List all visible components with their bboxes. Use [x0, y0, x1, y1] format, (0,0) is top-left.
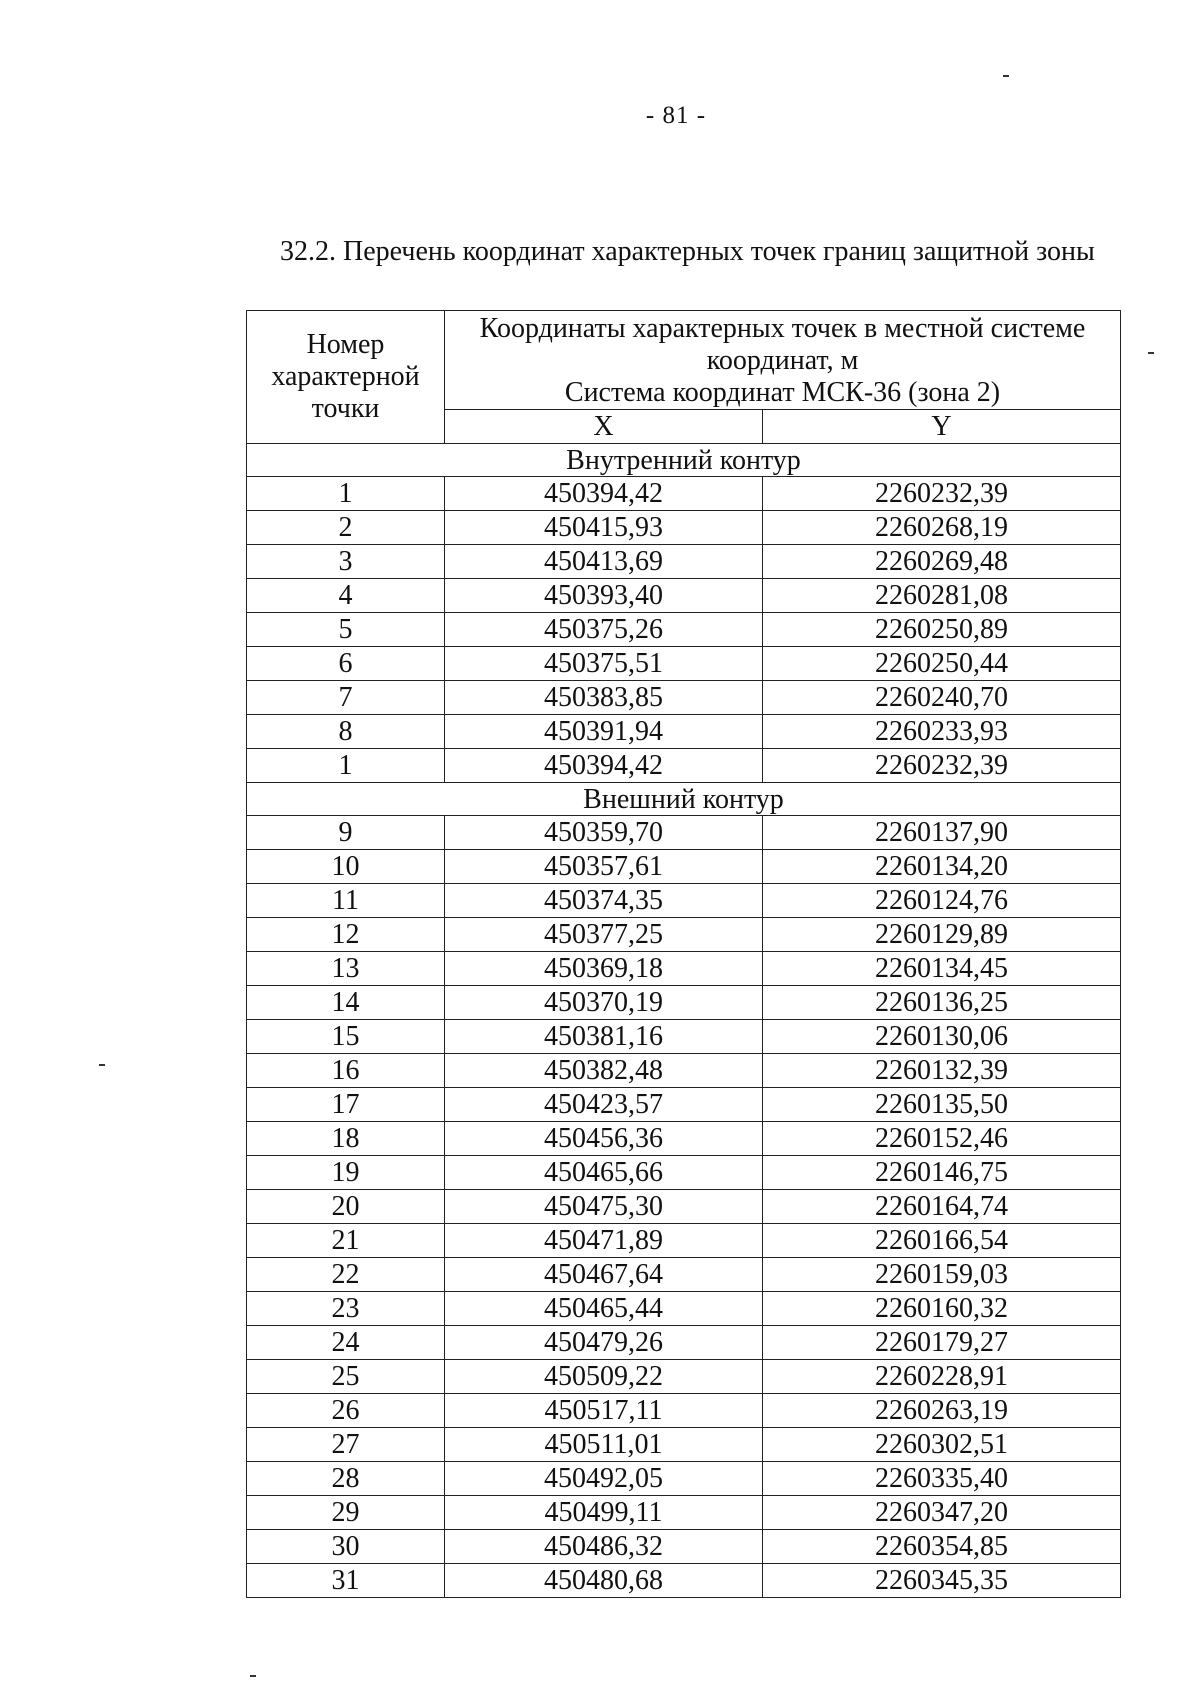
y-coordinate-cell: 2260281,08: [763, 579, 1121, 613]
section-title: Внутренний контур: [247, 444, 1121, 477]
y-coordinate-cell: 2260160,32: [763, 1292, 1121, 1326]
point-number-cell: 21: [247, 1224, 445, 1258]
coordinates-table: [246, 310, 1121, 1598]
table-body: [247, 444, 1121, 1598]
table-row: [247, 613, 1121, 647]
point-number-cell: 8: [247, 715, 445, 749]
y-coordinate-cell: 2260129,89: [763, 918, 1121, 952]
point-number-cell: 3: [247, 545, 445, 579]
x-coordinate-cell: 450479,26: [445, 1326, 763, 1360]
y-coordinate-cell: 2260250,89: [763, 613, 1121, 647]
x-coordinate-cell: 450423,57: [445, 1088, 763, 1122]
x-coordinate-cell: 450415,93: [445, 511, 763, 545]
point-number-cell: 29: [247, 1496, 445, 1530]
y-coordinate-cell: 2260232,39: [763, 749, 1121, 783]
table-row: [247, 986, 1121, 1020]
section-row: [247, 444, 1121, 477]
table-row: [247, 545, 1121, 579]
x-coordinate-cell: 450509,22: [445, 1360, 763, 1394]
table-row: [247, 816, 1121, 850]
table-row: [247, 1462, 1121, 1496]
page-number: - 81 -: [645, 102, 707, 129]
y-coordinate-cell: 2260134,45: [763, 952, 1121, 986]
y-coordinate-cell: 2260135,50: [763, 1088, 1121, 1122]
y-coordinate-cell: 2260335,40: [763, 1462, 1121, 1496]
header-coordinates: [445, 311, 1121, 410]
x-coordinate-cell: 450394,42: [445, 749, 763, 783]
x-coordinate-cell: 450377,25: [445, 918, 763, 952]
scan-mark: [1148, 352, 1154, 354]
point-number-cell: 9: [247, 816, 445, 850]
table-row: [247, 1360, 1121, 1394]
table-header: [247, 311, 1121, 444]
point-number-cell: 28: [247, 1462, 445, 1496]
point-number-cell: 12: [247, 918, 445, 952]
point-number-cell: 24: [247, 1326, 445, 1360]
x-coordinate-cell: 450381,16: [445, 1020, 763, 1054]
y-coordinate-cell: 2260269,48: [763, 545, 1121, 579]
table-row: [247, 1496, 1121, 1530]
x-coordinate-cell: 450375,26: [445, 613, 763, 647]
point-number-cell: 4: [247, 579, 445, 613]
y-coordinate-cell: 2260302,51: [763, 1428, 1121, 1462]
x-coordinate-cell: 450467,64: [445, 1258, 763, 1292]
header-coordinates-line1: Координаты характерных точек в местной системе координат, м: [479, 313, 1086, 376]
header-coordinates-line2: Система координат МСК-36 (зона 2): [564, 377, 1001, 408]
y-coordinate-cell: 2260233,93: [763, 715, 1121, 749]
point-number-cell: 16: [247, 1054, 445, 1088]
y-coordinate-cell: 2260132,39: [763, 1054, 1121, 1088]
y-coordinate-cell: 2260136,25: [763, 986, 1121, 1020]
table-row: [247, 884, 1121, 918]
x-coordinate-cell: 450374,35: [445, 884, 763, 918]
point-number-cell: 10: [247, 850, 445, 884]
point-number-cell: 22: [247, 1258, 445, 1292]
y-coordinate-cell: 2260159,03: [763, 1258, 1121, 1292]
table-row: [247, 681, 1121, 715]
table-row: [247, 477, 1121, 511]
y-coordinate-cell: 2260134,20: [763, 850, 1121, 884]
table-row: [247, 1326, 1121, 1360]
table-row: [247, 1564, 1121, 1598]
point-number-cell: 7: [247, 681, 445, 715]
point-number-cell: 6: [247, 647, 445, 681]
scan-mark: [1003, 75, 1009, 77]
x-coordinate-cell: 450511,01: [445, 1428, 763, 1462]
x-coordinate-cell: 450471,89: [445, 1224, 763, 1258]
y-coordinate-cell: 2260124,76: [763, 884, 1121, 918]
point-number-cell: 5: [247, 613, 445, 647]
y-coordinate-cell: 2260146,75: [763, 1156, 1121, 1190]
table-row: [247, 511, 1121, 545]
table-row: [247, 952, 1121, 986]
table-row: [247, 1190, 1121, 1224]
table-row: [247, 1292, 1121, 1326]
table-row: [247, 715, 1121, 749]
x-coordinate-cell: 450465,66: [445, 1156, 763, 1190]
point-number-cell: 13: [247, 952, 445, 986]
x-coordinate-cell: 450359,70: [445, 816, 763, 850]
x-coordinate-cell: 450486,32: [445, 1530, 763, 1564]
scan-mark: [99, 1064, 105, 1066]
point-number-cell: 1: [247, 749, 445, 783]
x-coordinate-cell: 450475,30: [445, 1190, 763, 1224]
x-coordinate-cell: 450383,85: [445, 681, 763, 715]
point-number-cell: 30: [247, 1530, 445, 1564]
point-number-cell: 20: [247, 1190, 445, 1224]
table-row: [247, 1224, 1121, 1258]
point-number-cell: 31: [247, 1564, 445, 1598]
table-row: [247, 850, 1121, 884]
point-number-cell: 27: [247, 1428, 445, 1462]
table-row: [247, 1020, 1121, 1054]
x-coordinate-cell: 450357,61: [445, 850, 763, 884]
x-coordinate-cell: 450413,69: [445, 545, 763, 579]
y-coordinate-cell: 2260164,74: [763, 1190, 1121, 1224]
y-coordinate-cell: 2260166,54: [763, 1224, 1121, 1258]
point-number-cell: 17: [247, 1088, 445, 1122]
x-coordinate-cell: 450499,11: [445, 1496, 763, 1530]
y-coordinate-cell: 2260232,39: [763, 477, 1121, 511]
y-coordinate-cell: 2260137,90: [763, 816, 1121, 850]
x-coordinate-cell: 450465,44: [445, 1292, 763, 1326]
x-coordinate-cell: 450375,51: [445, 647, 763, 681]
section-row: [247, 783, 1121, 816]
x-coordinate-cell: 450382,48: [445, 1054, 763, 1088]
table-row: [247, 1156, 1121, 1190]
header-point-number: Номер характерной точки: [247, 311, 445, 444]
x-coordinate-cell: 450391,94: [445, 715, 763, 749]
x-coordinate-cell: 450370,19: [445, 986, 763, 1020]
point-number-cell: 23: [247, 1292, 445, 1326]
table-row: [247, 1122, 1121, 1156]
y-coordinate-cell: 2260354,85: [763, 1530, 1121, 1564]
point-number-cell: 15: [247, 1020, 445, 1054]
table-row: [247, 1258, 1121, 1292]
point-number-cell: 1: [247, 477, 445, 511]
y-coordinate-cell: 2260179,27: [763, 1326, 1121, 1360]
table-row: [247, 1394, 1121, 1428]
point-number-cell: 14: [247, 986, 445, 1020]
document-title: 32.2. Перечень координат характерных точек границ защитной зоны: [280, 236, 1095, 267]
point-number-cell: 2: [247, 511, 445, 545]
point-number-cell: 11: [247, 884, 445, 918]
y-coordinate-cell: 2260268,19: [763, 511, 1121, 545]
table-row: [247, 1088, 1121, 1122]
x-coordinate-cell: 450517,11: [445, 1394, 763, 1428]
point-number-cell: 26: [247, 1394, 445, 1428]
table-row: [247, 1428, 1121, 1462]
y-coordinate-cell: 2260240,70: [763, 681, 1121, 715]
x-coordinate-cell: 450393,40: [445, 579, 763, 613]
point-number-cell: 25: [247, 1360, 445, 1394]
y-coordinate-cell: 2260345,35: [763, 1564, 1121, 1598]
table-row: [247, 749, 1121, 783]
x-coordinate-cell: 450480,68: [445, 1564, 763, 1598]
section-title: Внешний контур: [247, 783, 1121, 816]
point-number-cell: 19: [247, 1156, 445, 1190]
x-coordinate-cell: 450369,18: [445, 952, 763, 986]
x-coordinate-cell: 450456,36: [445, 1122, 763, 1156]
y-coordinate-cell: 2260130,06: [763, 1020, 1121, 1054]
point-number-cell: 18: [247, 1122, 445, 1156]
x-coordinate-cell: 450394,42: [445, 477, 763, 511]
y-coordinate-cell: 2260152,46: [763, 1122, 1121, 1156]
table-row: [247, 918, 1121, 952]
y-coordinate-cell: 2260228,91: [763, 1360, 1121, 1394]
table-row: [247, 1054, 1121, 1088]
header-x: X: [445, 410, 763, 444]
table-row: [247, 579, 1121, 613]
scan-mark: [250, 1675, 256, 1677]
header-y: Y: [763, 410, 1121, 444]
y-coordinate-cell: 2260347,20: [763, 1496, 1121, 1530]
table-row: [247, 647, 1121, 681]
y-coordinate-cell: 2260263,19: [763, 1394, 1121, 1428]
x-coordinate-cell: 450492,05: [445, 1462, 763, 1496]
y-coordinate-cell: 2260250,44: [763, 647, 1121, 681]
table-row: [247, 1530, 1121, 1564]
